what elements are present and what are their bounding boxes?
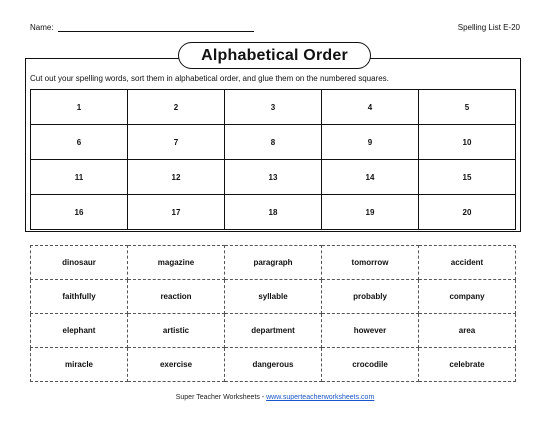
word-card: probably — [322, 280, 419, 314]
word-row — [31, 348, 516, 382]
word-row — [31, 280, 516, 314]
numbered-row — [31, 160, 516, 195]
numbered-row — [31, 195, 516, 230]
name-label: Name: — [30, 23, 54, 32]
name-field — [30, 23, 254, 32]
word-card: elephant — [31, 314, 128, 348]
word-card: miracle — [31, 348, 128, 382]
numbered-square: 17 — [128, 195, 225, 230]
numbered-square: 8 — [225, 125, 322, 160]
word-row — [31, 314, 516, 348]
word-cutout-grid — [30, 245, 516, 382]
numbered-square: 12 — [128, 160, 225, 195]
word-card: tomorrow — [322, 246, 419, 280]
word-card: dangerous — [225, 348, 322, 382]
numbered-squares-grid — [30, 89, 516, 230]
numbered-square: 11 — [31, 160, 128, 195]
numbered-square: 19 — [322, 195, 419, 230]
footer-link[interactable]: www.superteacherworksheets.com — [266, 394, 375, 401]
numbered-square: 9 — [322, 125, 419, 160]
word-card: faithfully — [31, 280, 128, 314]
word-card: company — [419, 280, 516, 314]
numbered-square: 13 — [225, 160, 322, 195]
word-card: crocodile — [322, 348, 419, 382]
word-card: exercise — [128, 348, 225, 382]
word-card: syllable — [225, 280, 322, 314]
spelling-list-label: Spelling List E-20 — [457, 23, 520, 32]
numbered-row — [31, 125, 516, 160]
word-card: accident — [419, 246, 516, 280]
footer-text: Super Teacher Worksheets - — [175, 394, 267, 401]
numbered-square: 10 — [419, 125, 516, 160]
numbered-square: 3 — [225, 90, 322, 125]
numbered-square: 14 — [322, 160, 419, 195]
numbered-square: 20 — [419, 195, 516, 230]
numbered-square: 6 — [31, 125, 128, 160]
name-line[interactable] — [58, 23, 254, 32]
instructions: Cut out your spelling words, sort them in alphabetical order, and glue them on the numbered squares. — [30, 74, 389, 83]
page-title-text: Alphabetical Order — [201, 46, 348, 64]
numbered-square: 7 — [128, 125, 225, 160]
numbered-row — [31, 90, 516, 125]
footer — [0, 394, 550, 401]
numbered-square: 5 — [419, 90, 516, 125]
numbered-square: 2 — [128, 90, 225, 125]
word-card: however — [322, 314, 419, 348]
numbered-square: 18 — [225, 195, 322, 230]
word-card: magazine — [128, 246, 225, 280]
word-card: paragraph — [225, 246, 322, 280]
numbered-square: 1 — [31, 90, 128, 125]
word-card: reaction — [128, 280, 225, 314]
page-title — [178, 42, 371, 69]
word-card: area — [419, 314, 516, 348]
numbered-square: 16 — [31, 195, 128, 230]
word-card: artistic — [128, 314, 225, 348]
word-card: dinosaur — [31, 246, 128, 280]
word-card: celebrate — [419, 348, 516, 382]
numbered-square: 15 — [419, 160, 516, 195]
word-card: department — [225, 314, 322, 348]
numbered-square: 4 — [322, 90, 419, 125]
word-row — [31, 246, 516, 280]
